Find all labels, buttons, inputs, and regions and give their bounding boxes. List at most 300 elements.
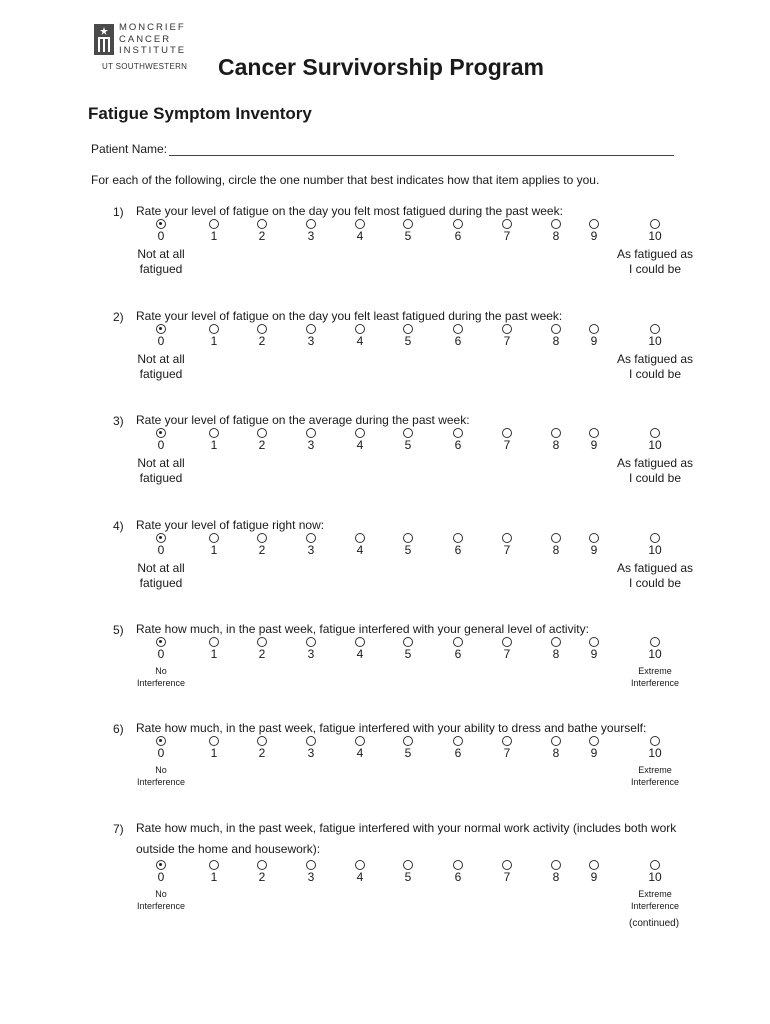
radio-icon[interactable]	[502, 428, 512, 438]
logo-name-line: CANCER	[119, 33, 172, 45]
rating-number: 6	[454, 438, 462, 452]
rating-option[interactable]	[579, 860, 609, 884]
radio-icon[interactable]	[306, 428, 316, 438]
question-text: Rate your level of fatigue on the day you felt most fatigued during the past week:	[136, 204, 563, 218]
anchor-line: As fatigued as	[616, 352, 694, 366]
rating-option[interactable]	[492, 637, 522, 661]
low-anchor-label	[131, 888, 191, 912]
high-anchor-label	[608, 764, 702, 788]
rating-number: 7	[503, 746, 511, 760]
rating-option[interactable]	[541, 736, 571, 760]
rating-number: 7	[503, 334, 511, 348]
anchor-line: Interference	[630, 678, 680, 688]
rating-number: 6	[454, 229, 462, 243]
anchor-line: fatigued	[139, 367, 183, 381]
radio-icon[interactable]	[403, 219, 413, 229]
rating-option[interactable]	[640, 736, 670, 760]
question-text: Rate how much, in the past week, fatigue interfered with your normal work activity (includes both work outside the home and housework):	[136, 821, 677, 856]
rating-number: 4	[356, 229, 364, 243]
question-item	[0, 822, 770, 922]
question-number: 3)	[113, 414, 124, 428]
rating-option[interactable]	[541, 324, 571, 348]
question-text: Rate how much, in the past week, fatigue interfered with your general level of activity:	[136, 622, 589, 636]
rating-number: 0	[157, 746, 165, 760]
patient-name-label: Patient Name:	[91, 142, 168, 156]
rating-option[interactable]	[247, 637, 277, 661]
rating-number: 3	[307, 438, 315, 452]
rating-option[interactable]	[345, 533, 375, 557]
rating-option[interactable]	[443, 324, 473, 348]
high-anchor-label	[608, 247, 702, 277]
rating-option[interactable]	[443, 736, 473, 760]
rating-option[interactable]	[146, 736, 176, 760]
rating-number: 2	[258, 229, 266, 243]
rating-option[interactable]	[579, 637, 609, 661]
high-anchor-label	[608, 456, 702, 486]
rating-number: 7	[503, 647, 511, 661]
rating-option[interactable]	[199, 736, 229, 760]
rating-option[interactable]	[199, 533, 229, 557]
rating-option[interactable]	[146, 860, 176, 884]
radio-icon[interactable]	[650, 324, 660, 334]
question-item	[0, 414, 770, 514]
rating-number: 9	[590, 229, 598, 243]
rating-option[interactable]	[393, 860, 423, 884]
radio-icon[interactable]	[257, 428, 267, 438]
rating-number: 5	[404, 438, 412, 452]
question-text: Rate your level of fatigue on the day you felt least fatigued during the past week:	[136, 309, 563, 323]
program-title: Cancer Survivorship Program	[218, 54, 544, 80]
rating-option[interactable]	[296, 533, 326, 557]
radio-icon[interactable]	[502, 533, 512, 543]
rating-number: 7	[503, 229, 511, 243]
rating-number: 3	[307, 746, 315, 760]
rating-option[interactable]	[247, 533, 277, 557]
rating-number: 1	[210, 746, 218, 760]
radio-icon[interactable]	[209, 637, 219, 647]
radio-icon[interactable]	[209, 860, 219, 870]
rating-option[interactable]	[393, 219, 423, 243]
logo-affiliation: UT SOUTHWESTERN	[102, 62, 188, 71]
rating-option[interactable]	[296, 637, 326, 661]
rating-option[interactable]	[345, 860, 375, 884]
radio-icon[interactable]	[403, 533, 413, 543]
rating-option[interactable]	[640, 533, 670, 557]
rating-number: 8	[552, 746, 560, 760]
anchor-line: Interference	[136, 678, 186, 688]
radio-icon[interactable]	[551, 860, 561, 870]
institute-logo	[94, 22, 204, 74]
radio-icon[interactable]	[650, 533, 660, 543]
rating-option[interactable]	[199, 860, 229, 884]
radio-icon[interactable]	[209, 736, 219, 746]
rating-number: 1	[210, 229, 218, 243]
rating-number: 4	[356, 870, 364, 884]
rating-number: 6	[454, 870, 462, 884]
question-number: 5)	[113, 623, 124, 637]
rating-option[interactable]	[199, 219, 229, 243]
rating-option[interactable]	[492, 219, 522, 243]
rating-option[interactable]	[443, 219, 473, 243]
radio-selected-icon[interactable]	[156, 324, 166, 334]
radio-icon[interactable]	[502, 637, 512, 647]
radio-icon[interactable]	[403, 324, 413, 334]
rating-option[interactable]	[640, 219, 670, 243]
low-anchor-label	[131, 764, 191, 788]
rating-number: 1	[210, 334, 218, 348]
low-anchor-label	[131, 247, 191, 277]
rating-number: 10	[648, 870, 662, 884]
rating-option[interactable]	[443, 533, 473, 557]
rating-number: 1	[210, 438, 218, 452]
rating-number: 3	[307, 870, 315, 884]
question-number: 7)	[113, 822, 124, 836]
question-number: 1)	[113, 205, 124, 219]
radio-icon[interactable]	[453, 428, 463, 438]
radio-selected-icon[interactable]	[156, 533, 166, 543]
rating-number: 0	[157, 334, 165, 348]
anchor-line: I could be	[628, 576, 682, 590]
logo-name-line: MONCRIEF	[119, 22, 186, 33]
rating-option[interactable]	[443, 860, 473, 884]
rating-option[interactable]	[247, 428, 277, 452]
rating-option[interactable]	[640, 428, 670, 452]
question-text: Rate your level of fatigue right now:	[136, 518, 325, 532]
anchor-line: Extreme	[638, 666, 672, 676]
rating-number: 8	[552, 543, 560, 557]
anchor-line: No	[155, 889, 167, 899]
rating-number: 6	[454, 647, 462, 661]
radio-icon[interactable]	[306, 637, 316, 647]
question-item	[0, 722, 770, 822]
radio-selected-icon[interactable]	[156, 637, 166, 647]
anchor-line: As fatigued as	[616, 247, 694, 261]
anchor-line: fatigued	[139, 576, 183, 590]
rating-option[interactable]	[640, 860, 670, 884]
anchor-line: No	[155, 666, 167, 676]
radio-icon[interactable]	[403, 637, 413, 647]
radio-icon[interactable]	[650, 428, 660, 438]
anchor-line: Interference	[136, 777, 186, 787]
rating-option[interactable]	[199, 324, 229, 348]
low-anchor-label	[131, 352, 191, 382]
rating-option[interactable]	[579, 324, 609, 348]
rating-number: 8	[552, 870, 560, 884]
question-number: 2)	[113, 310, 124, 324]
rating-option[interactable]	[541, 428, 571, 452]
rating-number: 2	[258, 438, 266, 452]
rating-option[interactable]	[640, 637, 670, 661]
rating-number: 2	[258, 647, 266, 661]
radio-selected-icon[interactable]	[156, 736, 166, 746]
rating-option[interactable]	[492, 428, 522, 452]
rating-option[interactable]	[296, 428, 326, 452]
radio-icon[interactable]	[551, 533, 561, 543]
anchor-line: Extreme	[638, 765, 672, 775]
rating-option[interactable]	[541, 637, 571, 661]
rating-number: 10	[648, 438, 662, 452]
rating-number: 0	[157, 438, 165, 452]
anchor-line: Not at all	[137, 561, 185, 575]
radio-icon[interactable]	[551, 637, 561, 647]
rating-option[interactable]	[146, 324, 176, 348]
radio-icon[interactable]	[589, 533, 599, 543]
radio-icon[interactable]	[650, 219, 660, 229]
radio-icon[interactable]	[551, 736, 561, 746]
rating-option[interactable]	[345, 428, 375, 452]
radio-selected-icon[interactable]	[156, 860, 166, 870]
rating-option[interactable]	[579, 533, 609, 557]
rating-option[interactable]	[443, 428, 473, 452]
rating-number: 0	[157, 647, 165, 661]
radio-icon[interactable]	[453, 736, 463, 746]
radio-icon[interactable]	[502, 219, 512, 229]
rating-number: 9	[590, 438, 598, 452]
logo-name-line: INSTITUTE	[119, 45, 187, 56]
radio-icon[interactable]	[355, 637, 365, 647]
anchor-line: I could be	[628, 471, 682, 485]
radio-icon[interactable]	[209, 428, 219, 438]
rating-option[interactable]	[296, 219, 326, 243]
rating-option[interactable]	[296, 324, 326, 348]
radio-icon[interactable]	[403, 428, 413, 438]
rating-number: 9	[590, 746, 598, 760]
radio-selected-icon[interactable]	[156, 219, 166, 229]
rating-number: 4	[356, 746, 364, 760]
radio-icon[interactable]	[502, 860, 512, 870]
anchor-line: I could be	[628, 262, 682, 276]
radio-icon[interactable]	[650, 736, 660, 746]
radio-icon[interactable]	[502, 736, 512, 746]
rating-option[interactable]	[393, 736, 423, 760]
high-anchor-label	[608, 888, 702, 912]
radio-icon[interactable]	[209, 324, 219, 334]
rating-number: 3	[307, 334, 315, 348]
rating-option[interactable]	[443, 637, 473, 661]
radio-icon[interactable]	[355, 736, 365, 746]
rating-number: 1	[210, 543, 218, 557]
rating-number: 2	[258, 746, 266, 760]
logo-name	[119, 22, 209, 57]
question-item	[0, 205, 770, 305]
radio-icon[interactable]	[551, 324, 561, 334]
rating-option[interactable]	[345, 219, 375, 243]
rating-option[interactable]	[393, 324, 423, 348]
rating-option[interactable]	[541, 860, 571, 884]
radio-icon[interactable]	[257, 637, 267, 647]
rating-number: 1	[210, 870, 218, 884]
rating-number: 5	[404, 229, 412, 243]
radio-icon[interactable]	[355, 324, 365, 334]
rating-option[interactable]	[345, 324, 375, 348]
rating-number: 2	[258, 870, 266, 884]
radio-icon[interactable]	[257, 736, 267, 746]
radio-icon[interactable]	[306, 324, 316, 334]
rating-number: 9	[590, 870, 598, 884]
radio-icon[interactable]	[551, 428, 561, 438]
anchor-line: Extreme	[638, 889, 672, 899]
high-anchor-label	[608, 665, 702, 689]
radio-icon[interactable]	[453, 219, 463, 229]
radio-icon[interactable]	[589, 219, 599, 229]
rating-number: 2	[258, 543, 266, 557]
radio-icon[interactable]	[403, 736, 413, 746]
radio-icon[interactable]	[403, 860, 413, 870]
question-item	[0, 623, 770, 723]
radio-icon[interactable]	[209, 219, 219, 229]
radio-icon[interactable]	[551, 219, 561, 229]
rating-number: 4	[356, 334, 364, 348]
patient-name-field[interactable]	[169, 143, 674, 156]
rating-option[interactable]	[579, 219, 609, 243]
rating-option[interactable]	[345, 637, 375, 661]
radio-icon[interactable]	[257, 860, 267, 870]
rating-number: 3	[307, 229, 315, 243]
radio-icon[interactable]	[650, 637, 660, 647]
question-item	[0, 310, 770, 410]
question-number: 6)	[113, 722, 124, 736]
rating-number: 1	[210, 647, 218, 661]
rating-number: 5	[404, 870, 412, 884]
anchor-line: Not at all	[137, 456, 185, 470]
high-anchor-label	[608, 352, 702, 382]
anchor-line: fatigued	[139, 262, 183, 276]
anchor-line: No	[155, 765, 167, 775]
anchor-line: Not at all	[137, 352, 185, 366]
low-anchor-label	[131, 561, 191, 591]
rating-option[interactable]	[247, 860, 277, 884]
rating-option[interactable]	[492, 324, 522, 348]
radio-icon[interactable]	[502, 324, 512, 334]
rating-option[interactable]	[579, 736, 609, 760]
rating-number: 6	[454, 334, 462, 348]
radio-icon[interactable]	[355, 860, 365, 870]
rating-number: 5	[404, 543, 412, 557]
low-anchor-label	[131, 456, 191, 486]
rating-option[interactable]	[492, 736, 522, 760]
rating-number: 2	[258, 334, 266, 348]
radio-icon[interactable]	[453, 860, 463, 870]
rating-option[interactable]	[146, 533, 176, 557]
rating-number: 4	[356, 438, 364, 452]
rating-number: 5	[404, 334, 412, 348]
rating-number: 3	[307, 543, 315, 557]
radio-icon[interactable]	[306, 219, 316, 229]
form-title: Fatigue Symptom Inventory	[88, 104, 312, 123]
rating-number: 8	[552, 334, 560, 348]
radio-icon[interactable]	[355, 219, 365, 229]
rating-number: 0	[157, 543, 165, 557]
logo-emblem-icon	[94, 24, 114, 55]
rating-number: 10	[648, 746, 662, 760]
rating-option[interactable]	[393, 637, 423, 661]
rating-number: 9	[590, 647, 598, 661]
radio-icon[interactable]	[589, 324, 599, 334]
rating-option[interactable]	[247, 324, 277, 348]
rating-option[interactable]	[146, 637, 176, 661]
rating-number: 10	[648, 543, 662, 557]
radio-icon[interactable]	[650, 860, 660, 870]
anchor-line: Interference	[136, 901, 186, 911]
rating-number: 7	[503, 438, 511, 452]
question-number: 4)	[113, 519, 124, 533]
rating-number: 5	[404, 746, 412, 760]
rating-number: 5	[404, 647, 412, 661]
rating-number: 10	[648, 647, 662, 661]
rating-number: 0	[157, 870, 165, 884]
rating-option[interactable]	[296, 860, 326, 884]
rating-number: 9	[590, 543, 598, 557]
rating-option[interactable]	[146, 219, 176, 243]
rating-number: 8	[552, 229, 560, 243]
radio-icon[interactable]	[589, 736, 599, 746]
rating-number: 10	[648, 229, 662, 243]
rating-number: 10	[648, 334, 662, 348]
rating-option[interactable]	[492, 860, 522, 884]
rating-option[interactable]	[247, 736, 277, 760]
rating-option[interactable]	[345, 736, 375, 760]
rating-option[interactable]	[393, 428, 423, 452]
rating-option[interactable]	[146, 428, 176, 452]
rating-option[interactable]	[640, 324, 670, 348]
rating-option[interactable]	[296, 736, 326, 760]
radio-icon[interactable]	[306, 860, 316, 870]
radio-icon[interactable]	[306, 533, 316, 543]
radio-icon[interactable]	[355, 533, 365, 543]
rating-option[interactable]	[199, 428, 229, 452]
rating-number: 4	[356, 647, 364, 661]
rating-number: 8	[552, 438, 560, 452]
anchor-line: As fatigued as	[616, 561, 694, 575]
radio-icon[interactable]	[453, 324, 463, 334]
radio-icon[interactable]	[589, 860, 599, 870]
instructions: For each of the following, circle the one number that best indicates how that item applies to you.	[91, 173, 600, 187]
rating-option[interactable]	[492, 533, 522, 557]
rating-option[interactable]	[541, 533, 571, 557]
radio-icon[interactable]	[355, 428, 365, 438]
radio-icon[interactable]	[257, 533, 267, 543]
radio-icon[interactable]	[257, 324, 267, 334]
rating-option[interactable]	[393, 533, 423, 557]
radio-icon[interactable]	[453, 533, 463, 543]
continued-note: (continued)	[629, 918, 680, 929]
rating-number: 6	[454, 543, 462, 557]
rating-number: 4	[356, 543, 364, 557]
anchor-line: fatigued	[139, 471, 183, 485]
radio-selected-icon[interactable]	[156, 428, 166, 438]
anchor-line: As fatigued as	[616, 456, 694, 470]
rating-option[interactable]	[247, 219, 277, 243]
question-item	[0, 519, 770, 619]
low-anchor-label	[131, 665, 191, 689]
rating-option[interactable]	[199, 637, 229, 661]
anchor-line: I could be	[628, 367, 682, 381]
radio-icon[interactable]	[589, 637, 599, 647]
radio-icon[interactable]	[306, 736, 316, 746]
radio-icon[interactable]	[453, 637, 463, 647]
rating-number: 0	[157, 229, 165, 243]
patient-name-row	[91, 142, 674, 156]
radio-icon[interactable]	[589, 428, 599, 438]
rating-number: 7	[503, 543, 511, 557]
radio-icon[interactable]	[209, 533, 219, 543]
rating-number: 8	[552, 647, 560, 661]
rating-option[interactable]	[541, 219, 571, 243]
radio-icon[interactable]	[257, 219, 267, 229]
rating-number: 3	[307, 647, 315, 661]
rating-option[interactable]	[579, 428, 609, 452]
rating-number: 6	[454, 746, 462, 760]
